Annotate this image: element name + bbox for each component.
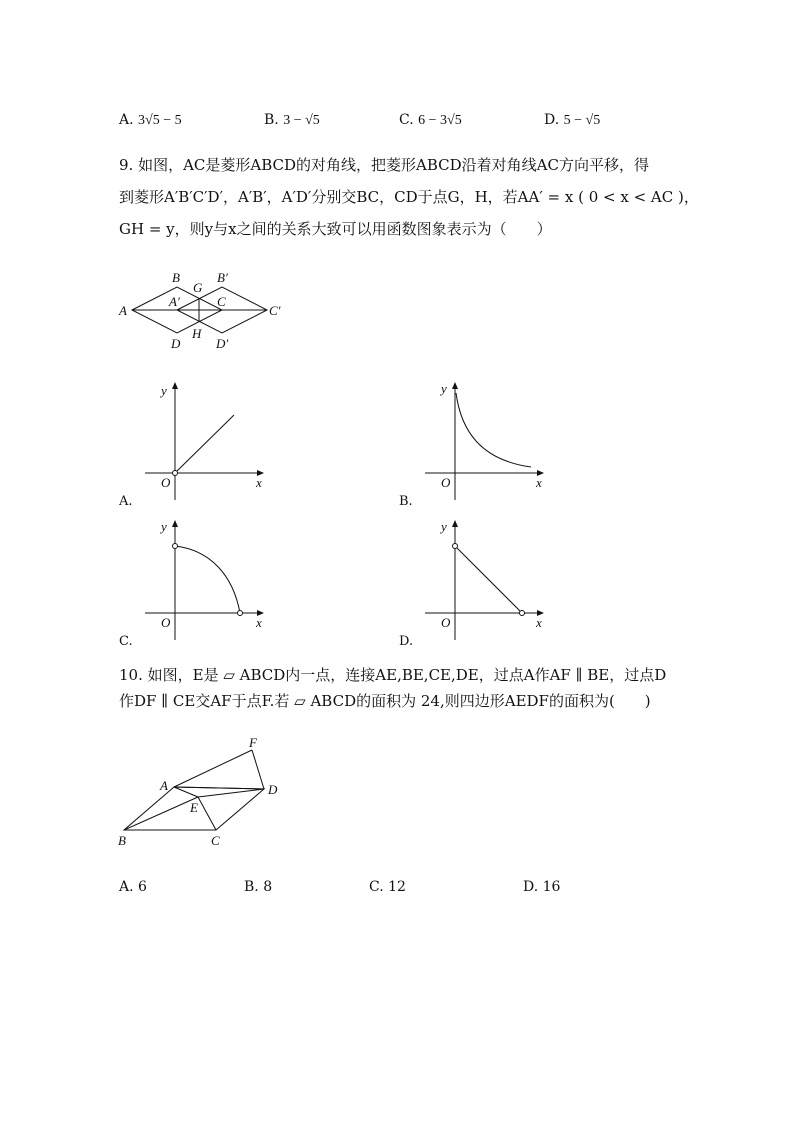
x-label: x [536, 615, 542, 630]
option-text: 12 [388, 879, 406, 895]
option-letter: A. [119, 112, 134, 128]
x-label: x [536, 475, 542, 490]
x-label: x [256, 615, 262, 630]
label-b-prime: B′ [217, 270, 228, 285]
label-b: B [172, 270, 180, 285]
label-c: C [211, 833, 220, 848]
option-letter: D. [399, 634, 414, 649]
origin-label: O [441, 615, 451, 630]
option-text: 5 − √5 [563, 113, 601, 128]
option-letter: A. [119, 494, 133, 509]
segment-be [124, 797, 198, 830]
label-d: D [268, 782, 278, 797]
label-d-prime: D′ [216, 336, 229, 351]
y-label: y [441, 381, 447, 396]
q10-option-c [369, 879, 406, 895]
option-text: 6 [138, 879, 147, 895]
q8-option-c [399, 112, 462, 129]
q9-graph-a [115, 375, 275, 510]
label-g: G [193, 280, 203, 295]
y-label: y [161, 383, 167, 398]
origin-label: O [161, 475, 171, 490]
segment-ce [198, 797, 216, 830]
label-a: A [160, 778, 168, 793]
q8-option-d [544, 112, 600, 129]
q9-line-2: 到菱形A′B′C′D′，A′B′，A′D′分别交BC，CD于点G，H，若AA′ = x ( 0 < x < AC )， [119, 188, 699, 206]
q8-option-a [119, 112, 182, 129]
option-letter: D. [523, 879, 539, 895]
q10-line-1: 10. 如图，E是 ▱ ABCD内一点，连接AE,BE,CE,DE，过点A作AF ∥ BE，过点D [119, 666, 667, 684]
option-text: 8 [263, 879, 273, 895]
option-text: 3√5 − 5 [138, 113, 182, 128]
label-c-prime: C′ [269, 303, 281, 318]
q9-graph-c [115, 515, 275, 650]
q10-line-2: 作DF ∥ CE交AF于点F.若 ▱ ABCD的面积为 24,则四边形AEDF的面积为( ) [119, 692, 651, 710]
q10-option-d [523, 879, 560, 895]
y-label: y [441, 519, 447, 534]
q9-rhombus-figure [115, 265, 295, 355]
segment-ae [174, 787, 198, 797]
option-text: 16 [542, 879, 561, 895]
y-label: y [161, 519, 167, 534]
segment-fd [252, 750, 264, 789]
label-c: C [217, 294, 226, 309]
option-text: 6 − 3√5 [418, 113, 462, 128]
open-point-top [173, 544, 178, 549]
option-letter: C. [369, 879, 384, 895]
option-letter: D. [544, 112, 560, 128]
q9-line-1: 9. 如图，AC是菱形ABCD的对角线，把菱形ABCD沿着对角线AC方向平移，得 [119, 156, 649, 174]
q10-option-a [119, 879, 147, 895]
graph-curve [456, 393, 531, 467]
segment-ad [174, 787, 264, 789]
option-letter: C. [399, 112, 414, 128]
open-point-top [453, 544, 458, 549]
open-point-end [520, 611, 525, 616]
graph-line [175, 415, 234, 473]
q9-graph-d [395, 515, 555, 650]
label-a-prime: A′ [169, 294, 180, 309]
label-h: H [192, 326, 202, 341]
option-letter: A. [119, 879, 134, 895]
q9-graph-b [395, 375, 555, 510]
open-point-end [238, 611, 243, 616]
label-e: E [190, 800, 198, 815]
option-letter: B. [244, 879, 259, 895]
graph-line [455, 546, 522, 613]
label-b: B [118, 833, 126, 848]
origin-label: O [441, 475, 451, 490]
option-letter: B. [264, 112, 279, 128]
segment-af [174, 750, 252, 787]
q10-option-b [244, 879, 272, 895]
option-text: 3 − √5 [283, 113, 320, 128]
origin-label: O [161, 615, 171, 630]
graph-arc [175, 546, 240, 613]
segment-de [198, 789, 264, 797]
option-letter: B. [399, 494, 413, 509]
q10-parallelogram-figure [110, 730, 300, 855]
label-d: D [171, 336, 181, 351]
x-label: x [256, 475, 262, 490]
q8-option-b [264, 112, 320, 129]
label-f: F [249, 735, 257, 750]
open-point [173, 471, 178, 476]
label-a: A [119, 303, 127, 318]
q9-line-3: GH = y，则y与x之间的关系大致可以用函数图象表示为（ ） [119, 220, 552, 238]
option-letter: C. [119, 634, 133, 649]
